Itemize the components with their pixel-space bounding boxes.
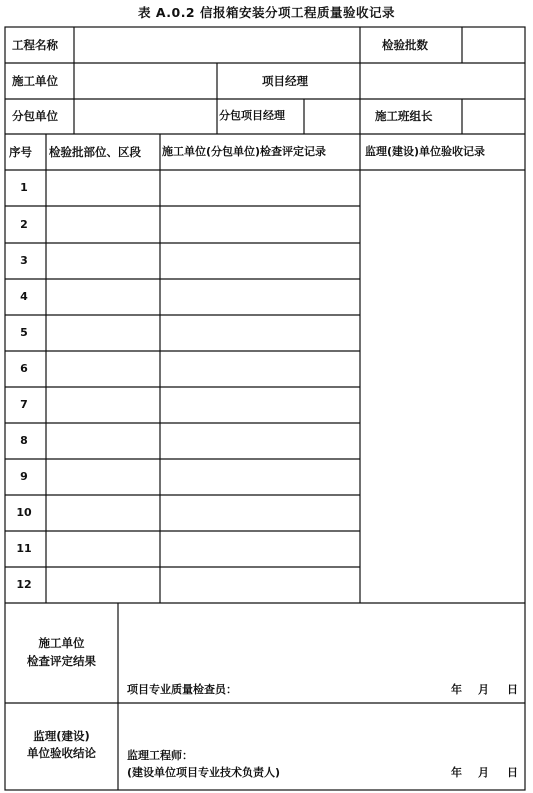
project-manager-field[interactable] xyxy=(362,65,523,97)
project-name-field[interactable] xyxy=(76,29,358,61)
subcontract-unit-label: 分包单位 xyxy=(12,109,58,123)
team-leader-field[interactable] xyxy=(464,101,523,132)
column-header-construction-record: 施工单位(分包单位)检查评定记录 xyxy=(162,145,327,158)
subcontract-unit-field[interactable] xyxy=(76,101,215,132)
project-manager-label: 项目经理 xyxy=(262,74,308,88)
batch-count-label: 检验批数 xyxy=(382,38,428,52)
supervision-record-field[interactable] xyxy=(362,172,523,601)
row-number: 2 xyxy=(20,218,28,231)
construction-unit-field[interactable] xyxy=(76,65,215,97)
date-day-label: 日 xyxy=(507,766,518,779)
row-number: 11 xyxy=(16,542,32,555)
supervision-conclusion-label-line1: 监理(建设) xyxy=(33,729,90,743)
row-number: 4 xyxy=(20,290,28,303)
row-number: 6 xyxy=(20,362,28,375)
construction-result-label-line2: 检查评定结果 xyxy=(27,654,96,668)
row-number: 7 xyxy=(20,398,28,411)
date-month-label: 月 xyxy=(478,683,489,696)
construction-result-field[interactable] xyxy=(120,605,523,680)
subcontract-pm-label: 分包项目经理 xyxy=(219,109,285,122)
supervision-conclusion-field[interactable] xyxy=(120,705,523,745)
date-year-label: 年 xyxy=(451,766,462,779)
supervision-conclusion-label-line2: 单位验收结论 xyxy=(27,746,96,760)
engineer-signature-label: 监理工程师： xyxy=(127,749,193,762)
construction-result-label-line1: 施工单位 xyxy=(38,636,85,650)
owner-representative-label: (建设单位项目专业技术负责人) xyxy=(127,766,281,779)
subcontract-pm-field[interactable] xyxy=(306,101,358,132)
row-number: 3 xyxy=(20,254,28,267)
row-number: 5 xyxy=(20,326,28,339)
column-header-seq: 序号 xyxy=(9,145,32,159)
date-day-label: 日 xyxy=(507,683,518,696)
row-number: 8 xyxy=(20,434,28,447)
team-leader-label: 施工班组长 xyxy=(375,109,433,123)
construction-unit-label: 施工单位 xyxy=(12,74,58,88)
inspector-signature-label: 项目专业质量检查员： xyxy=(127,683,237,696)
column-header-batch-location: 检验批部位、区段 xyxy=(49,145,141,159)
document-title: 表 A.0.2 信报箱安装分项工程质量验收记录 xyxy=(137,5,395,20)
row-number: 1 xyxy=(20,181,28,194)
row-number: 12 xyxy=(16,578,32,591)
column-header-supervision-record: 监理(建设)单位验收记录 xyxy=(365,145,486,158)
row-number: 9 xyxy=(20,470,28,483)
date-year-label: 年 xyxy=(451,683,462,696)
batch-count-field[interactable] xyxy=(464,29,523,61)
row-number: 10 xyxy=(16,506,32,519)
project-name-label: 工程名称 xyxy=(12,38,58,52)
date-month-label: 月 xyxy=(478,766,489,779)
